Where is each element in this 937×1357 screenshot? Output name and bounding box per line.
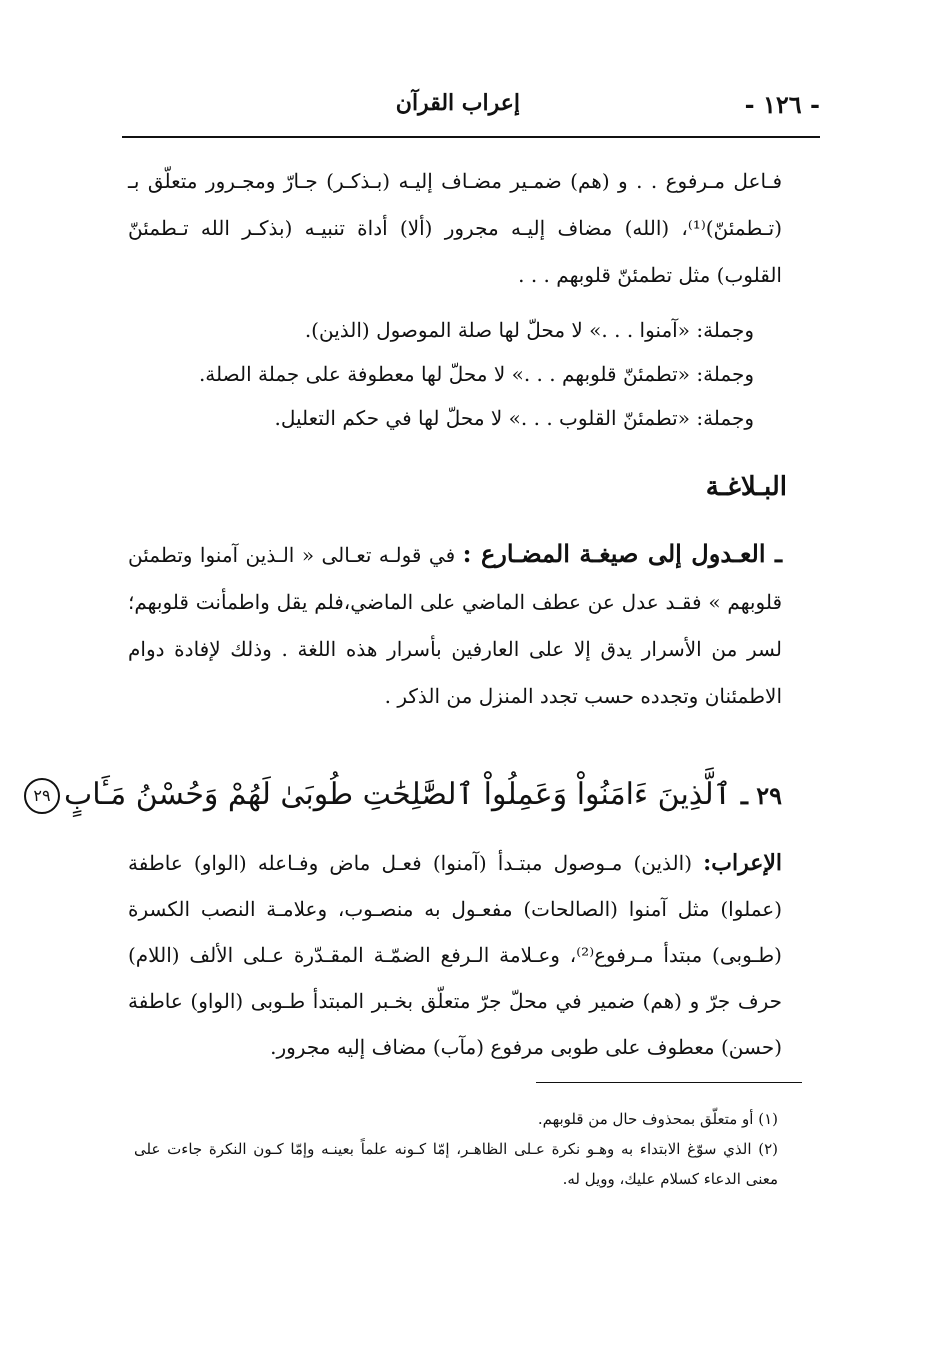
- page-number: - ١٢٦ -: [744, 90, 820, 119]
- verse-end-mark-icon: ٢٩: [24, 778, 60, 814]
- list-item: وجملة: «تطمئنّ قلوبهم . . .» لا محلّ لها معطوفة على جملة الصلة.: [198, 362, 754, 386]
- balagha-heading: البـلاغـة: [705, 472, 787, 502]
- verse-number-label: ٢٩ ـ: [740, 781, 782, 810]
- sentence-analysis-list: [170, 308, 754, 440]
- footnote: (٢) الذي سوّغ الابتداء به وهـو نكرة عـلى الظاهـر، إمّا كـونه علماً بعينـه وإمّا كـون النكرة جاءت على معنى الدعاء كسلام عليك، وويل له.: [134, 1140, 778, 1188]
- footnote-rule: [536, 1082, 802, 1083]
- list-item: وجملة: «تطمئنّ القلوب . . .» لا محلّ لها في حكم التعليل.: [274, 406, 754, 430]
- quran-verse: [33, 765, 782, 826]
- balagha-paragraph: [128, 530, 782, 720]
- balagha-text: في قولـه تعـالى « الـذين آمنوا وتطمئن قلوبهم » فقـد عدل عن عطف الماضي على الماضي،فلم يقل واطمأنت قلوبهم؛ لسر من الأسرار يدق إلا على العارفين بأسرار هذه اللغة . وذلك لإفادة دوام الاطمئنان وتجدده حسب تجدد المنزل من الذكر .: [128, 543, 782, 708]
- running-title: إعراب القرآن: [395, 90, 520, 116]
- footnotes: [134, 1104, 778, 1194]
- footnote: (١) أو متعلّق بمحذوف حال من قلوبهم.: [537, 1110, 778, 1128]
- balagha-lead: ـ العـدول إلى صيغـة المضـارع :: [462, 539, 783, 568]
- page-header: [122, 86, 820, 136]
- irab-paragraph: [128, 840, 782, 1070]
- verse-text: ٱلَّذِينَ ءَامَنُواْ وَعَمِلُواْ ٱلصَّٰلِحَٰتِ طُوبَىٰ لَهُمْ وَحُسْنُ مَـَٔابٍ: [63, 777, 732, 812]
- irab-text: (الذين) مـوصول مبتـدأ (آمنوا) فعـل ماض وفـاعله (الواو) عاطفة (عملوا) مثل آمنوا (الصالحات) مفعـول به منصـوب، وعلامـة النصب الكسرة (طـوبى) مبتدأ مـرفوع⁽²⁾، وعـلامة الـرفع الضمّـة المقـدّرة عـلى الألف (اللام) حرف جرّ و (هم) ضمير في محلّ جرّ متعلّق بخـبر المبتدأ طـوبى (الواو) عاطفة (حسن) معطوف على طوبى مرفوع (مآب) مضاف إليه مجرور.: [128, 851, 782, 1059]
- header-rule: [122, 136, 820, 138]
- list-item: وجملة: «آمنوا . . .» لا محلّ لها صلة الموصول (الذين).: [304, 318, 754, 342]
- irab-lead: الإعراب:: [703, 850, 782, 876]
- paragraph-grammar-continuation: فـاعل مـرفوع . . و (هم) ضمـير مضـاف إليـه (بـذكـر) جـارّ ومجـرور متعلّق بـ (تـطمئنّ)⁽¹⁾، (الله) مضاف إليـه مجرور (ألا) أداة تنبيـه (بذكـر الله تـطمئنّ القلوب) مثل تطمئنّ قلوبهم . . .: [128, 169, 782, 287]
